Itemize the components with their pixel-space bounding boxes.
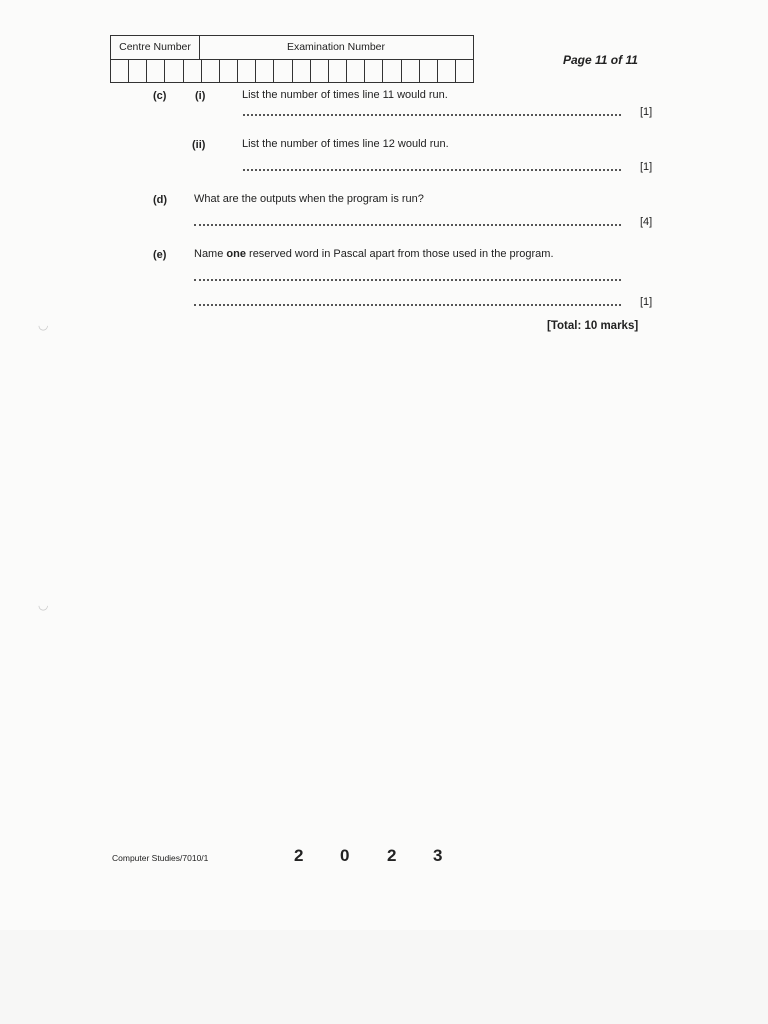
year-digit: 2 [387, 846, 397, 865]
question-e-letter: (e) [153, 249, 167, 261]
exam-number-box[interactable] [329, 60, 347, 83]
exam-number-box[interactable] [365, 60, 383, 83]
examination-number-label: Examination Number [286, 41, 386, 53]
answer-line[interactable] [243, 169, 621, 171]
exam-number-box[interactable] [438, 60, 456, 83]
punch-hole-mark: ◡ [38, 318, 49, 332]
exam-number-box[interactable] [347, 60, 365, 83]
question-e-emphasis: one [226, 248, 246, 260]
question-c-letter: (c) [153, 90, 167, 102]
question-e-text-end: reserved word in Pascal apart from those used in the program. [245, 248, 554, 260]
question-d-letter: (d) [153, 194, 168, 206]
exam-number-box[interactable] [311, 60, 329, 83]
question-c-ii-text: List the number of times line 12 would run. [242, 138, 449, 150]
question-e-text-start: Name [194, 248, 227, 260]
question-c-i-text: List the number of times line 11 would run. [242, 89, 448, 101]
answer-line[interactable] [194, 224, 621, 226]
marks-c-ii: [1] [640, 161, 653, 173]
exam-number-box[interactable] [383, 60, 401, 83]
exam-number-box[interactable] [184, 60, 202, 83]
question-c-ii-numeral: (ii) [192, 139, 206, 151]
year-digit: 3 [433, 846, 443, 865]
exam-number-box[interactable] [293, 60, 311, 83]
answer-line[interactable] [194, 304, 621, 306]
centre-number-box[interactable] [165, 60, 183, 83]
total-marks: [Total: 10 marks] [547, 320, 639, 332]
exam-number-box[interactable] [420, 60, 438, 83]
exam-number-box[interactable] [238, 60, 256, 83]
year-digit: 2 [294, 846, 304, 865]
year-digit: 0 [340, 846, 350, 865]
question-c-i-numeral: (i) [195, 90, 206, 102]
question-d-text: What are the outputs when the program is run? [194, 193, 424, 205]
candidate-number-grid [110, 35, 474, 83]
page-number: Page 11 of 11 [563, 53, 638, 67]
exam-number-box[interactable] [456, 60, 473, 83]
centre-number-box[interactable] [129, 60, 147, 83]
exam-number-box[interactable] [402, 60, 420, 83]
answer-line[interactable] [194, 279, 621, 281]
paper-code: Computer Studies/7010/1 [112, 853, 209, 863]
answer-line[interactable] [243, 114, 621, 116]
punch-hole-mark: ◡ [38, 598, 49, 612]
centre-number-label: Centre Number [111, 36, 200, 59]
scan-shadow [0, 930, 768, 1024]
centre-number-box[interactable] [111, 60, 129, 83]
exam-number-box[interactable] [274, 60, 292, 83]
exam-number-box[interactable] [256, 60, 274, 83]
marks-c-i: [1] [640, 106, 653, 118]
exam-number-box[interactable] [220, 60, 238, 83]
question-e-text [194, 248, 554, 260]
number-boxes-row [111, 59, 473, 83]
exam-number-box[interactable] [202, 60, 220, 83]
marks-d: [4] [640, 216, 653, 228]
marks-e: [1] [640, 296, 653, 308]
centre-number-box[interactable] [147, 60, 165, 83]
